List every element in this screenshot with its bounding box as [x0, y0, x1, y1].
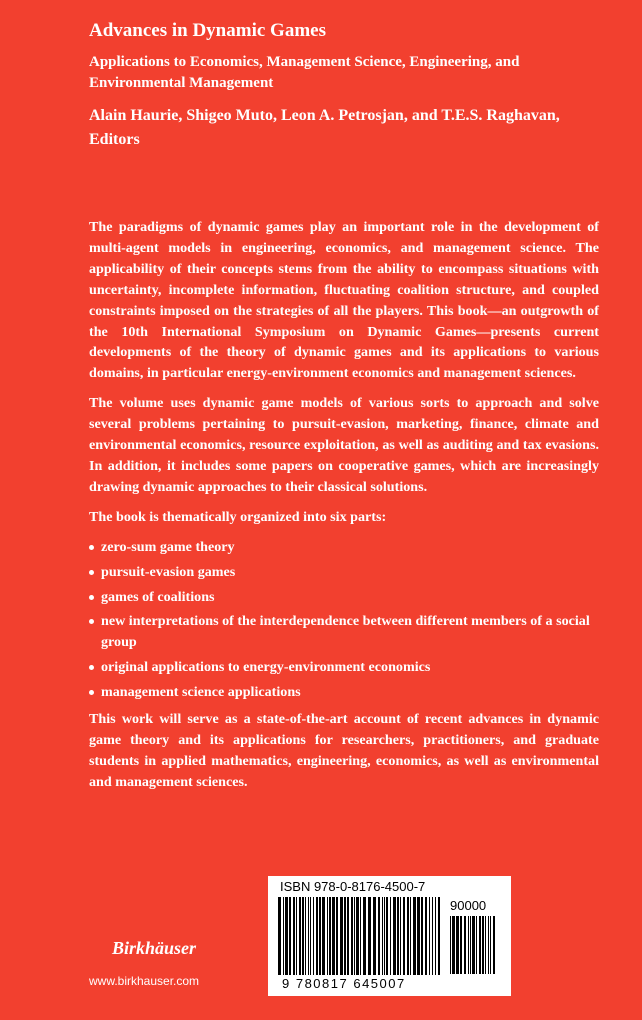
- barcode-bar: [336, 897, 338, 975]
- barcode-bar: [390, 897, 391, 975]
- barcode-bar: [425, 897, 427, 975]
- barcode-bar: [417, 897, 420, 975]
- parts-intro: The book is thematically organized into six parts:: [89, 508, 387, 525]
- barcode-bar: [299, 897, 301, 975]
- barcode-bar: [438, 897, 440, 975]
- parts-list-item: zero-sum game theory: [89, 537, 599, 558]
- barcode-bar: [464, 916, 466, 974]
- barcode-bar: [332, 897, 335, 975]
- barcode-bar: [313, 897, 314, 975]
- book-title: Advances in Dynamic Games: [89, 20, 326, 41]
- barcode-bar: [310, 897, 311, 975]
- barcode-bar: [386, 897, 388, 975]
- barcode-bar: [285, 897, 288, 975]
- barcode-bar: [319, 897, 321, 975]
- barcode-bar: [384, 897, 385, 975]
- parts-list: [89, 537, 599, 703]
- parts-list-item: new interpretations of the interdependence between different members of a social group: [89, 611, 599, 653]
- parts-list-item: original applications to energy-environment economics: [89, 657, 599, 678]
- ean-barcode-bars: [278, 897, 444, 975]
- barcode-bar: [450, 916, 451, 974]
- barcode-bar: [293, 897, 295, 975]
- barcode-bar: [421, 897, 423, 975]
- barcode-bar: [403, 897, 405, 975]
- description-paragraph-2: The volume uses dynamic game models of various sorts to approach and solve several problems pertaining to pursuit-evasion, marketing, finance, climate and environmental economics, resource exploitation, as well as auditing and tax evasions. In addition, it includes some papers on cooperative games, which are increasingly drawing dynamic approaches to their classical solutions.: [89, 395, 599, 495]
- barcode-bar: [344, 897, 346, 975]
- barcode-bar: [308, 897, 309, 975]
- barcode-bar: [429, 897, 430, 975]
- add-on-code: 90000: [450, 898, 487, 913]
- barcode-bar: [490, 916, 491, 974]
- barcode-bar: [485, 916, 486, 974]
- barcode-bar: [397, 897, 399, 975]
- barcode-bar: [368, 897, 371, 975]
- barcode-bar: [407, 897, 409, 975]
- barcode-bar: [340, 897, 343, 975]
- barcode-bar: [493, 916, 495, 974]
- barcode-bar: [360, 897, 361, 975]
- barcode-bar: [393, 897, 396, 975]
- barcode-bar: [482, 916, 484, 974]
- barcode-bar: [296, 897, 297, 975]
- barcode-bar: [382, 897, 383, 975]
- barcode-bar: [316, 897, 318, 975]
- barcode-bar: [356, 897, 359, 975]
- barcode-bar: [278, 897, 281, 975]
- book-subtitle: Applications to Economics, Management Science, Engineering, and Environmental Management: [89, 54, 520, 91]
- barcode-bar: [472, 916, 475, 974]
- barcode-bar: [289, 897, 291, 975]
- barcode-bar: [468, 916, 469, 974]
- barcode-bar: [432, 897, 433, 975]
- barcode-bar: [302, 897, 304, 975]
- publisher-website: www.birkhauser.com: [89, 974, 200, 988]
- barcode-bar: [322, 897, 325, 975]
- barcode-bar: [452, 916, 455, 974]
- barcode-bar: [470, 916, 471, 974]
- barcode-bar: [329, 897, 331, 975]
- parts-list-item: pursuit-evasion games: [89, 562, 599, 583]
- barcode-bar: [479, 916, 481, 974]
- barcode-bar: [283, 897, 284, 975]
- barcode-bar: [354, 897, 355, 975]
- barcode-bar: [373, 897, 376, 975]
- barcode-bar: [460, 916, 462, 974]
- barcode-bar: [347, 897, 349, 975]
- barcode-bar: [410, 897, 411, 975]
- barcode-bar: [413, 897, 416, 975]
- barcode-bar: [456, 916, 459, 974]
- book-editors: Alain Haurie, Shigeo Muto, Leon A. Petrosjan, and T.E.S. Raghavan, Editors: [89, 107, 560, 148]
- barcode-bar: [351, 897, 353, 975]
- isbn-label: ISBN 978-0-8176-4500-7: [280, 879, 426, 894]
- barcode-bar: [400, 897, 401, 975]
- barcode-digits: 9 780817 645007: [282, 976, 406, 991]
- description-paragraph-1: The paradigms of dynamic games play an important role in the development of multi-agent models in engineering, economics, and management science. The applicability of their concepts stems from the ability to encompass situations with uncertainty, incomplete information, fluctuating coalition structure, and coupled constraints imposed on the strategies of all the players. This book—an outgrowth of the 10th International Symposium on Dynamic Games—presents current developments of the theory of dynamic games and its applications to various domains, in particular energy-environment economics and management sciences.: [89, 219, 599, 382]
- closing-paragraph: This work will serve as a state-of-the-art account of recent advances in dynamic game theory and its applications for researchers, practitioners, and graduate students in applied mathematics, engineering, economics, as well as environmental and management sciences.: [89, 711, 599, 790]
- description-block: [89, 217, 599, 802]
- barcode-bar: [327, 897, 328, 975]
- publisher-logo: Birkhäuser: [112, 938, 197, 958]
- barcode-bar: [476, 916, 477, 974]
- add-on-barcode-bars: [450, 916, 500, 974]
- parts-list-item: management science applications: [89, 682, 599, 703]
- barcode-bar: [435, 897, 436, 975]
- barcode-bar: [363, 897, 366, 975]
- barcode-bar: [305, 897, 306, 975]
- barcode-bar: [378, 897, 380, 975]
- barcode: [268, 876, 511, 996]
- barcode-bar: [488, 916, 489, 974]
- parts-list-item: games of coalitions: [89, 587, 599, 608]
